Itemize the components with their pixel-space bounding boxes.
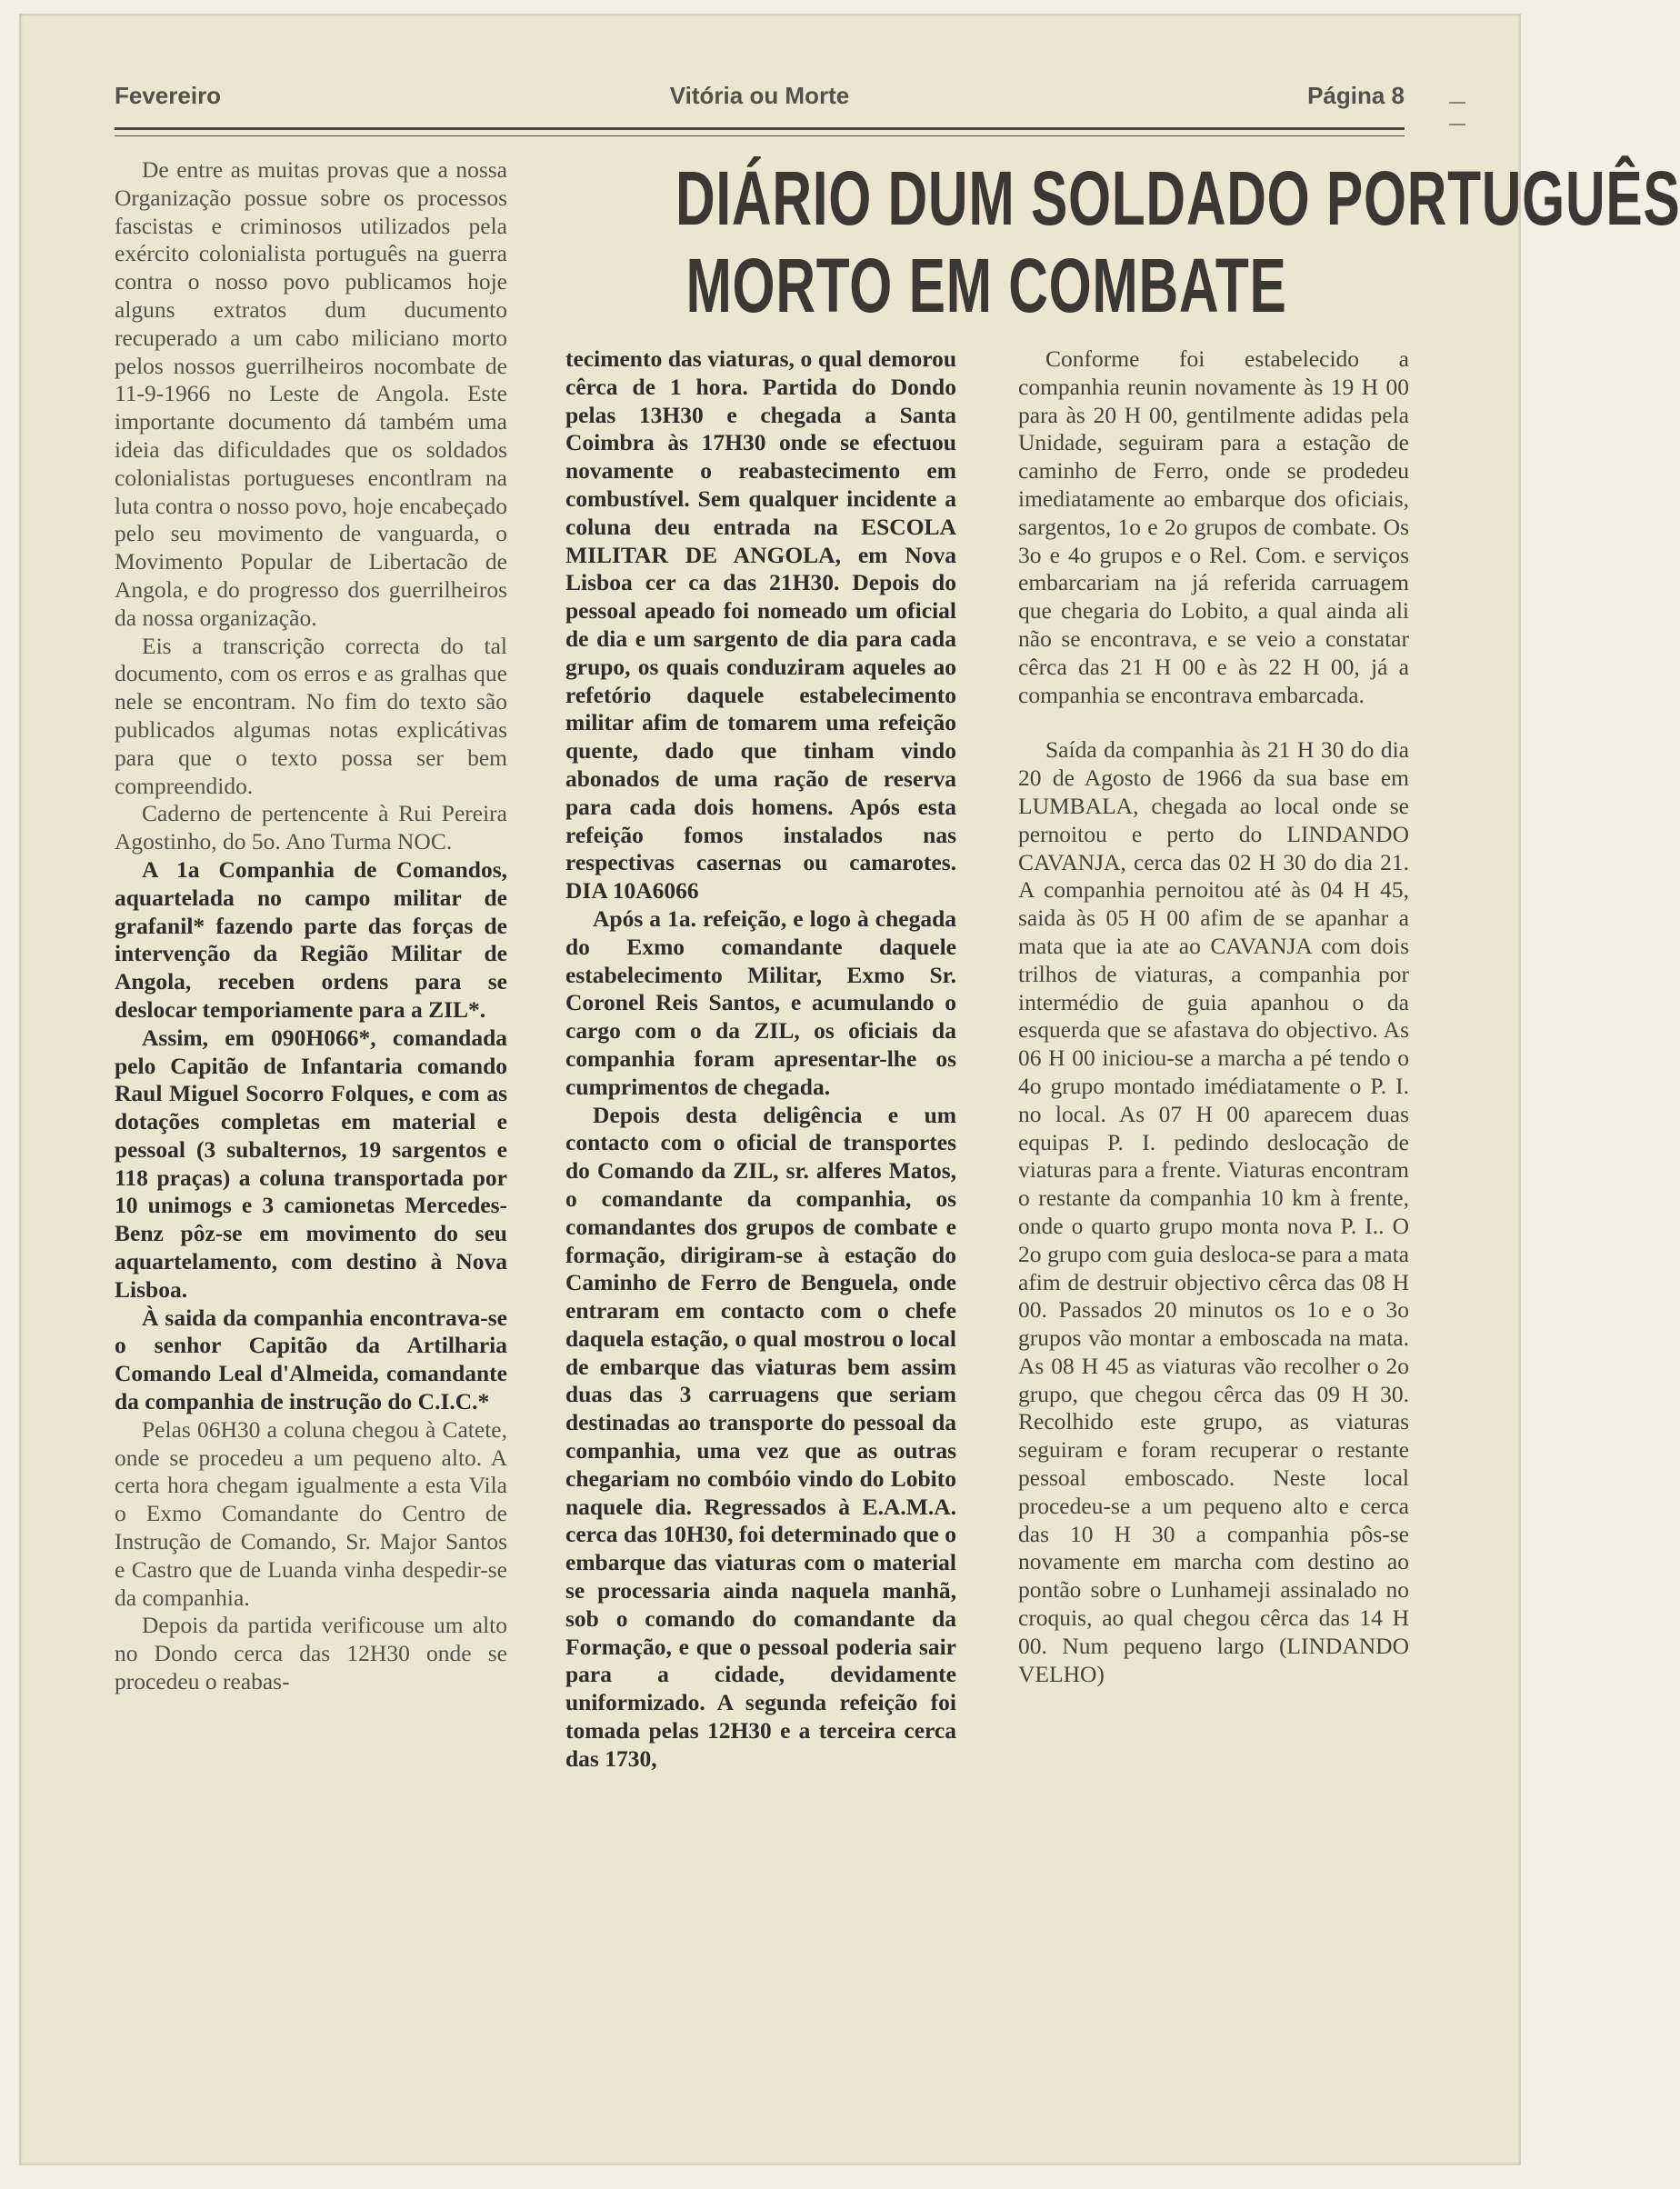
edge-mark (1449, 102, 1465, 104)
edge-mark (1449, 124, 1465, 125)
page-header (115, 82, 1405, 118)
article-headline (675, 155, 1680, 329)
header-month: Fevereiro (115, 82, 222, 109)
header-publication-title: Vitória ou Morte (669, 82, 850, 109)
paragraph: Eis a transcrição correcta do tal documento, com os erros e as gralhas que nele se encontram. No fim do texto são publicados algumas notas explicátivas para que o texto possa ser bem compreendido. (115, 632, 507, 799)
paragraph: Saída da companhia às 21 H 30 do dia 20 de Agosto de 1966 da sua base em LUMBALA, chegada ao local onde se pernoitou e perto do LINDANDO CAVANJA, cerca das 02 H 30 do dia 21. A companhia pernoitou até às 04 H 45, saida às 05 H 00 afim de se apanhar a mata que ia ate ao CAVANJA com dois trilhos de viaturas, a companhia por intermédio de guia apanhou o da esquerda que se afastava do objectivo. As 06 H 00 iniciou-se a marcha a pé tendo o 4o grupo montado imédiatamente o P. I. no local. As 07 H 00 aparecem duas equipas P. I. pedindo deslocação de viaturas para a frente. Viaturas encontram o restante da companhia 10 km à frente, onde o quarto grupo monta nova P. I.. O 2o grupo com guia desloca-se para a mata afim de destruir objectivo cêrca das 08 H 00. Passados 20 minutos os 1o e o 3o grupos vão montar a emboscada na mata. As 08 H 45 as viaturas vão recolher o 2o grupo, que chegou cêrca das 09 H 30. Recolhido este grupo, as viaturas seguiram e foram recuperar o restante pessoal emboscado. Neste local procedeu-se a um pequeno alto e cerca das 10 H 30 a companhia pôs-se novamente em marcha com destino ao pontão sobre o Lunhameji assinalado no croquis, ao qual chegou cêrca das 14 H 00. Num pequeno largo (LINDANDO VELHO) (1018, 736, 1409, 1687)
paragraph: Caderno de pertencente à Rui Pereira Agostinho, do 5o. Ano Turma NOC. (115, 800, 507, 855)
article-column-1 (115, 156, 507, 1696)
paragraph: tecimento das viaturas, o qual demorou cêrca de 1 hora. Partida do Dondo pelas 13H30 e chegada a Santa Coimbra às 17H30 onde se efectuou novamente o reabastecimento em combustível. Sem qualquer incidente a coluna deu entrada na ESCOLA MILITAR DE ANGOLA, em Nova Lisboa cer ca das 21H30. Depois do pessoal apeado foi nomeado um oficial de dia e um sargento de dia para cada grupo, os quais conduziram aqueles ao refetório daquele estabelecimento militar afim de tomarem uma refeição quente, dado que tinham vindo abonados de uma ração de reserva para cada dois homens. Após esta refeição fomos instalados nas respectivas casernas ou camarotes. DIA 10A6066 (565, 345, 956, 905)
header-rule (115, 127, 1405, 136)
article-column-3 (1018, 345, 1409, 1688)
paragraph: A 1a Companhia de Comandos, aquartelada no campo militar de grafanil* fazendo parte das forças de intervenção da Região Militar de Angola, receben ordens para se deslocar temporiamente para a ZIL*. (115, 855, 507, 1023)
paragraph: Conforme foi estabelecido a companhia reunin novamente às 19 H 00 para às 20 H 00, gentilmente adidas pela Unidade, seguiram para a estação de caminho de Ferro, onde se prodedeu imediatamente ao embarque dos oficiais, sargentos, 1o e 2o grupos de combate. Os 3o e 4o grupos e o Rel. Com. e serviços embarcariam na já referida carruagem que chegaria do Lobito, a qual ainda ali não se encontrava, e se veio a constatar cêrca das 21 H 00 e às 22 H 00, já a companhia se encontrava embarcada. (1018, 345, 1409, 708)
article-column-2 (565, 345, 956, 1774)
headline-line-2: MORTO EM COMBATE (685, 243, 1287, 328)
paragraph: Depois da partida verificouse um alto no Dondo cerca das 12H30 onde se procedeu o reabas- (115, 1612, 507, 1695)
paragraph: Após a 1a. refeição, e logo à chegada do Exmo comandante daquele estabelecimento Militar, Exmo Sr. Coronel Reis Santos, e acumulando o cargo com o da ZIL, os oficiais da companhia foram apresentar-lhe os cumprimentos de chegada. (565, 905, 956, 1100)
paragraph: Pelas 06H30 a coluna chegou à Catete, onde se procedeu a um pequeno alto. A certa hora chegam igualmente a esta Vila o Exmo Comandante do Centro de Instrução de Comando, Sr. Major Santos e Castro que de Luanda vinha despedir-se da companhia. (115, 1415, 507, 1611)
paragraph: À saida da companhia encontrava-se o senhor Capitão da Artilharia Comando Leal d'Almeida, comandante da companhia de instrução do C.I.C.* (115, 1304, 507, 1415)
paragraph: De entre as muitas provas que a nossa Organização possue sobre os processos fascistas e criminosos utilizados pela exército colonialista português na guerra contra o nosso povo publicamos hoje alguns extratos dum ducumento recuperado a um cabo miliciano morto pelos nossos guerrilheiros nocombate de 11-9-1966 no Leste de Angola. Este importante documento dá também uma ideia das dificuldades que os soldados colonialistas portugueses encontlram na luta contra o nosso povo, hoje encabeçado pelo seu movimento de vanguarda, o Movimento Popular de Libertacão de Angola, e do progresso dos guerrilheiros da nossa organização. (115, 156, 507, 631)
paragraph: Depois desta deligência e um contacto com o oficial de transportes do Comando da ZIL, sr. alferes Matos, o comandante da companhia, os comandantes dos grupos de combate e formação, dirigiram-se à estação do Caminho de Ferro de Benguela, onde entraram em contacto com o chefe daquela estação, o qual mostrou o local de embarque das viaturas bem assim duas das 3 carruagens que seriam destinadas ao transporte do pessoal da companhia, uma vez que as outras chegariam no combóio vindo do Lobito naquele dia. Regressados à E.A.M.A. cerca das 10H30, foi determinado que o embarque das viaturas com o material se processaria ainda naquela manhã, sob o comando do comandante da Formação, e que o pessoal poderia sair para a cidade, devidamente uniformizado. A segunda refeição foi tomada pelas 12H30 e a terceira cerca das 1730, (565, 1101, 956, 1772)
headline-line-1: DIÁRIO DUM SOLDADO PORTUGUÊS (675, 155, 1680, 241)
header-page-number: Página 8 (1307, 82, 1405, 109)
paragraph-gap (1018, 709, 1409, 736)
paragraph: Assim, em 090H066*, comandada pelo Capitão de Infantaria comando Raul Miguel Socorro Folques, e com as dotações completas em material e pessoal (3 subalternos, 19 sargentos e 118 praças) a coluna transportada por 10 unimogs e 3 camionetas Mercedes-Benz pôz-se em movimento do seu aquartelamento, com destino à Nova Lisboa. (115, 1024, 507, 1303)
